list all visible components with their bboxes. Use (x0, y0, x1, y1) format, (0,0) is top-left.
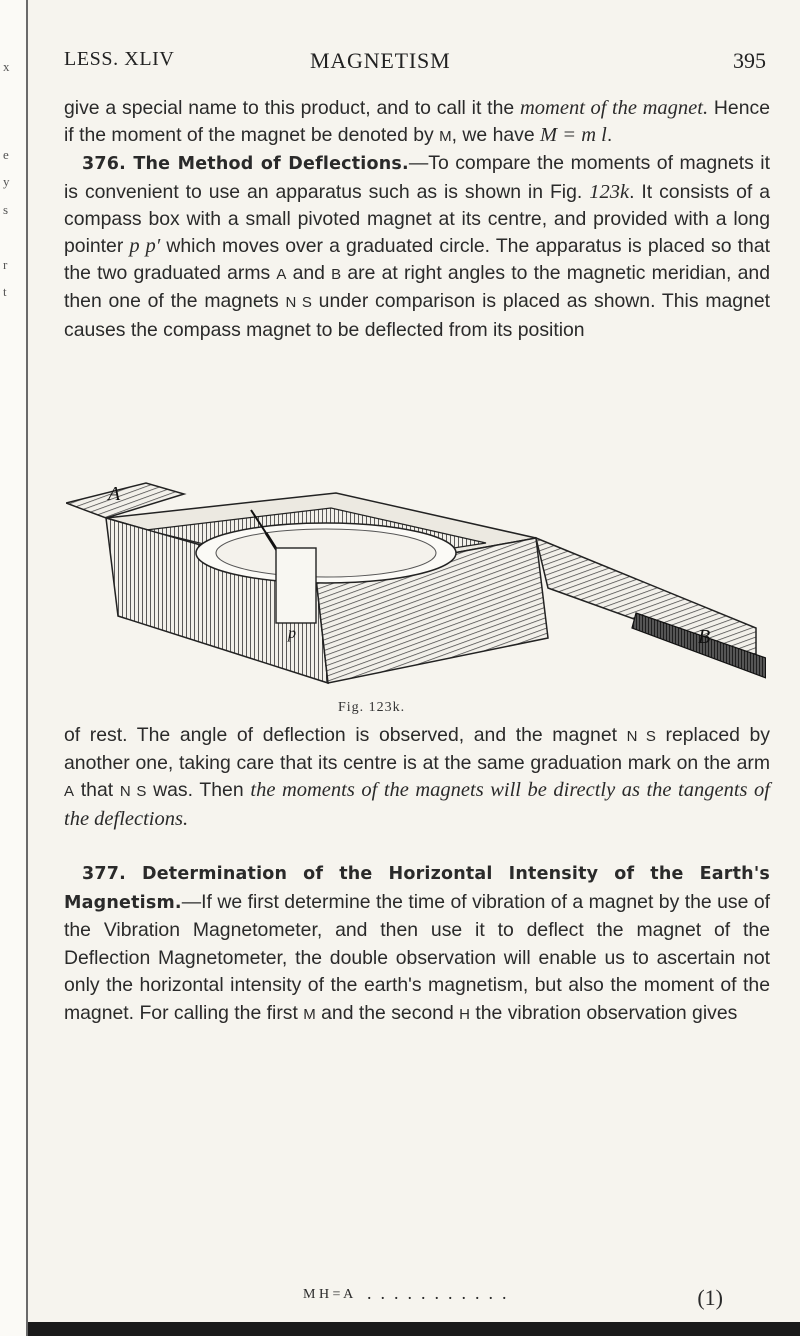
text-run: and (286, 262, 332, 285)
margin-letter: x (3, 59, 10, 74)
text-run: are at right angles to the magnetic meridian, and then one of the magnets (64, 262, 770, 313)
symbol: N S (626, 728, 656, 745)
text-run: . It consists of a compass box with a small pivoted magnet at its centre, and provided with a long pointer (64, 180, 770, 258)
section-heading: 376. The Method of Deflections. (82, 154, 409, 175)
pointer-label: p p′ (129, 235, 161, 258)
text-run: that (74, 779, 120, 802)
compass-box-illustration (66, 478, 766, 693)
binding-line (26, 0, 28, 1336)
italic-term: moment of the magnet. (519, 97, 709, 119)
text-run: of rest. The angle of deflection is observed, and the magnet (64, 724, 627, 746)
section-heading: 377. Determination of the Horizontal Intensity of the Earth's Magnetism. (64, 864, 770, 913)
paragraph-deflection (64, 722, 770, 833)
text-run: , we have (451, 124, 541, 147)
figure-compass-box (66, 478, 766, 693)
section-377 (64, 860, 770, 1028)
text-run: Hence if the moment of the magnet be denoted by (64, 97, 770, 147)
symbol: M (439, 128, 452, 146)
equation-expression: M H = A (303, 1287, 354, 1302)
text-run: give a special name to this product, and to call it the (64, 97, 520, 119)
symbol: N S (119, 783, 147, 801)
text-run: —To compare the moments of magnets it is convenient to use an apparatus such as is shown in Fig. (64, 152, 771, 203)
leader-dots: ........... (367, 1283, 516, 1303)
symbol: A (64, 783, 75, 801)
text-run: replaced by another one, taking care that its centre is at the same graduation mark on the arm (64, 724, 770, 775)
text-run: which moves over a graduated circle. The apparatus is placed so that the two graduated arms (64, 235, 770, 285)
text-run: . (606, 124, 613, 147)
label-b: B (698, 626, 711, 648)
italic-law: the moments of the magnets will be directly as the tangents of the deflections. (64, 779, 770, 830)
symbol: A (276, 266, 287, 284)
paragraph-moment (64, 95, 770, 150)
running-header (64, 48, 766, 78)
text-run: the vibration observation gives (469, 1001, 738, 1024)
text-run: under comparison is placed as shown. This magnet causes the compass magnet to be deflected from its position (64, 290, 770, 341)
section-376 (64, 150, 770, 343)
body-text-bottom (64, 860, 770, 1028)
label-a: A (108, 483, 121, 505)
lesson-label: LESS. XLIV (64, 48, 175, 70)
body-text-top (64, 95, 770, 344)
pointer-plate (276, 548, 316, 623)
equation-inline: M = m l (540, 124, 607, 147)
symbol: H (459, 1005, 470, 1023)
body-text-middle (64, 722, 770, 833)
equation-number: (1) (697, 1285, 723, 1310)
figure-caption: Fig. 123k. (338, 700, 406, 715)
label-p: p (288, 625, 296, 642)
figure-reference: 123k (589, 180, 630, 203)
margin-letter: r (3, 257, 8, 272)
margin-letter: t (3, 284, 7, 299)
symbol: N S (285, 294, 312, 312)
inner-dial (216, 529, 436, 577)
symbol: M (303, 1005, 316, 1023)
text-run: —If we first determine the time of vibration of a magnet by the use of the Vibration Magnetometer, and then use it to deflect the magnet of the Deflection Magnetometer, the double observation will enable us to ascertain not only the horizontal intensity of the earth's magnetism, but also the moment of the magnet. For calling the first (64, 890, 770, 1024)
text-run: and the second (315, 1001, 460, 1024)
page-title: MAGNETISM (310, 48, 451, 73)
symbol: B (331, 266, 342, 284)
scan-bottom-edge (28, 1322, 800, 1336)
equation-1 (303, 1285, 723, 1315)
margin-letter: y (3, 174, 10, 189)
margin-letter: s (3, 202, 9, 217)
text-run: was. Then (146, 779, 251, 802)
page-number: 395 (733, 48, 766, 73)
page-edge (0, 0, 26, 1336)
margin-letter: e (3, 147, 9, 162)
